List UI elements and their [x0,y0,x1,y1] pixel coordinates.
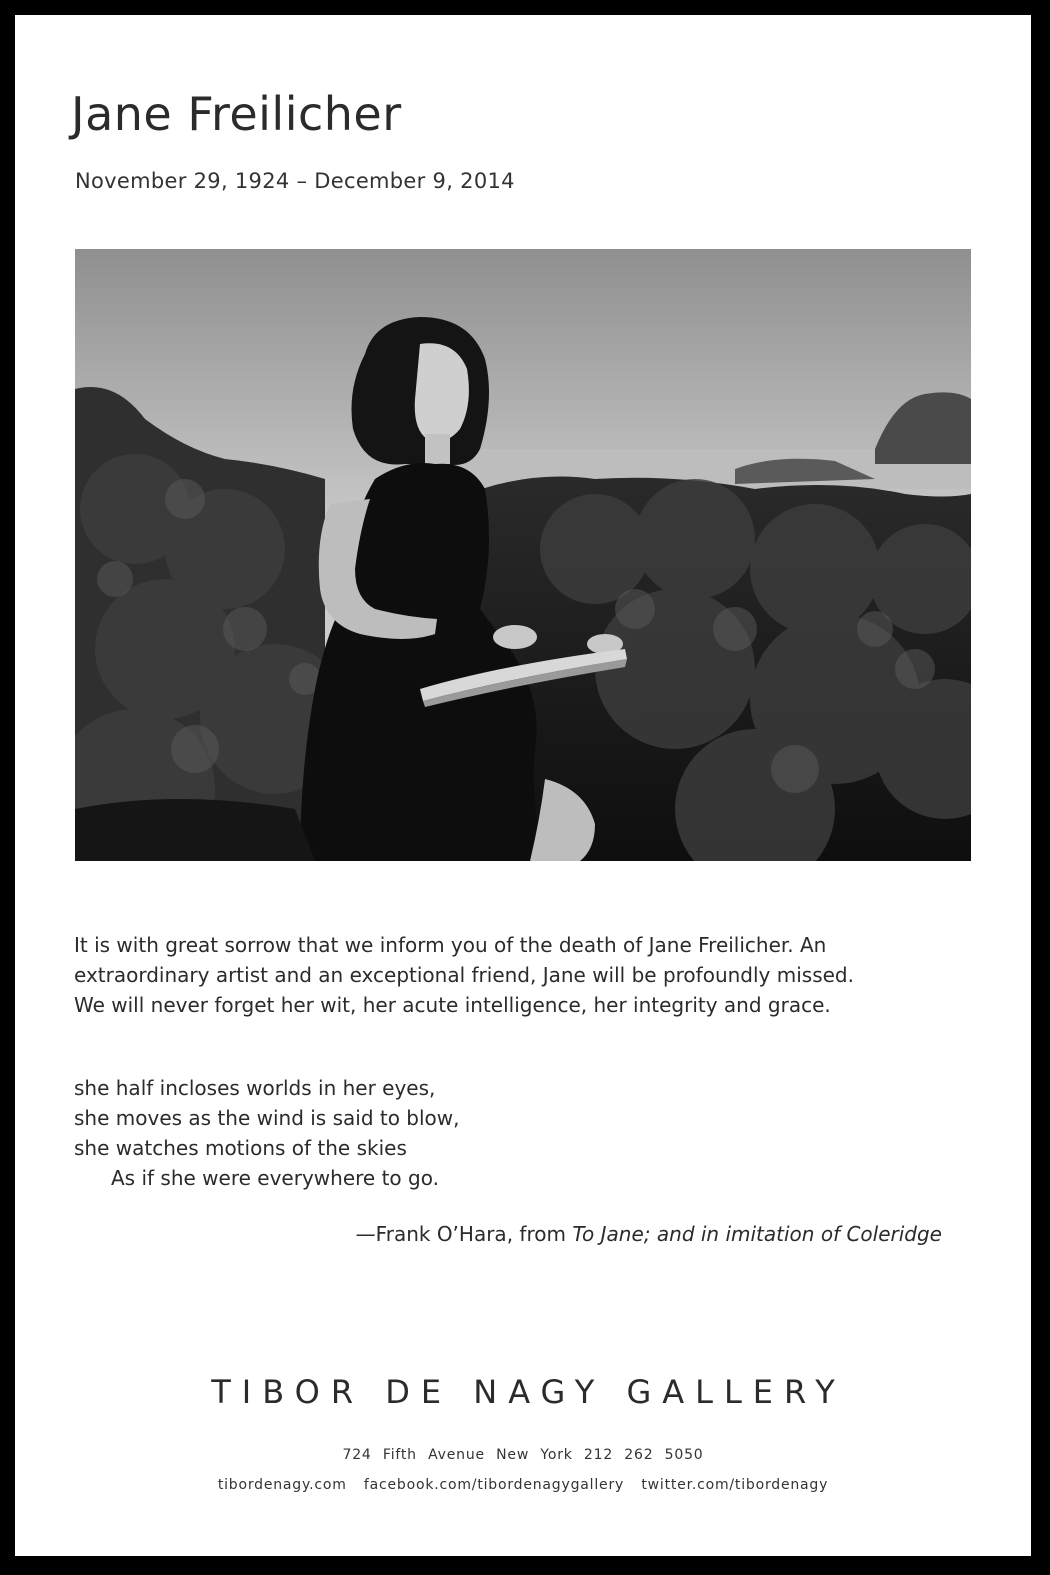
gallery-address: 724 Fifth Avenue New York 212 262 5050 [342,1447,704,1463]
statement-line: We will never forget her wit, her acute intelligence, her integrity and grace. [74,993,831,1017]
portrait-photo-graphic [75,249,971,861]
announcement-page [15,15,1031,1556]
statement-line: extraordinary artist and an exceptional friend, Jane will be profoundly missed. [74,963,854,987]
facebook-link[interactable]: facebook.com/tibordenagygallery [363,1477,625,1493]
memorial-statement [74,930,974,1020]
artist-name: Jane Freilicher [71,87,402,141]
portrait-photo [75,249,971,861]
website-link[interactable]: tibordenagy.com [217,1477,347,1493]
poem-line: she watches motions of the skies [74,1136,407,1160]
poem-excerpt [74,1073,974,1193]
poem-attribution [356,1222,942,1246]
attribution-title: To Jane; and in imitation of Coleridge [572,1222,942,1246]
life-dates: November 29, 1924 – December 9, 2014 [75,169,515,193]
gallery-name: TIBOR DE NAGY GALLERY [211,1373,846,1411]
twitter-link[interactable]: twitter.com/tibordenagy [641,1477,829,1493]
gallery-links [15,1477,1031,1493]
poem-line: she moves as the wind is said to blow, [74,1106,460,1130]
poem-line: she half incloses worlds in her eyes, [74,1076,436,1100]
attribution-author: —Frank O’Hara, from [355,1222,573,1246]
statement-line: It is with great sorrow that we inform you of the death of Jane Freilicher. An [74,933,827,957]
poem-line: As if she were everywhere to go. [111,1166,439,1190]
